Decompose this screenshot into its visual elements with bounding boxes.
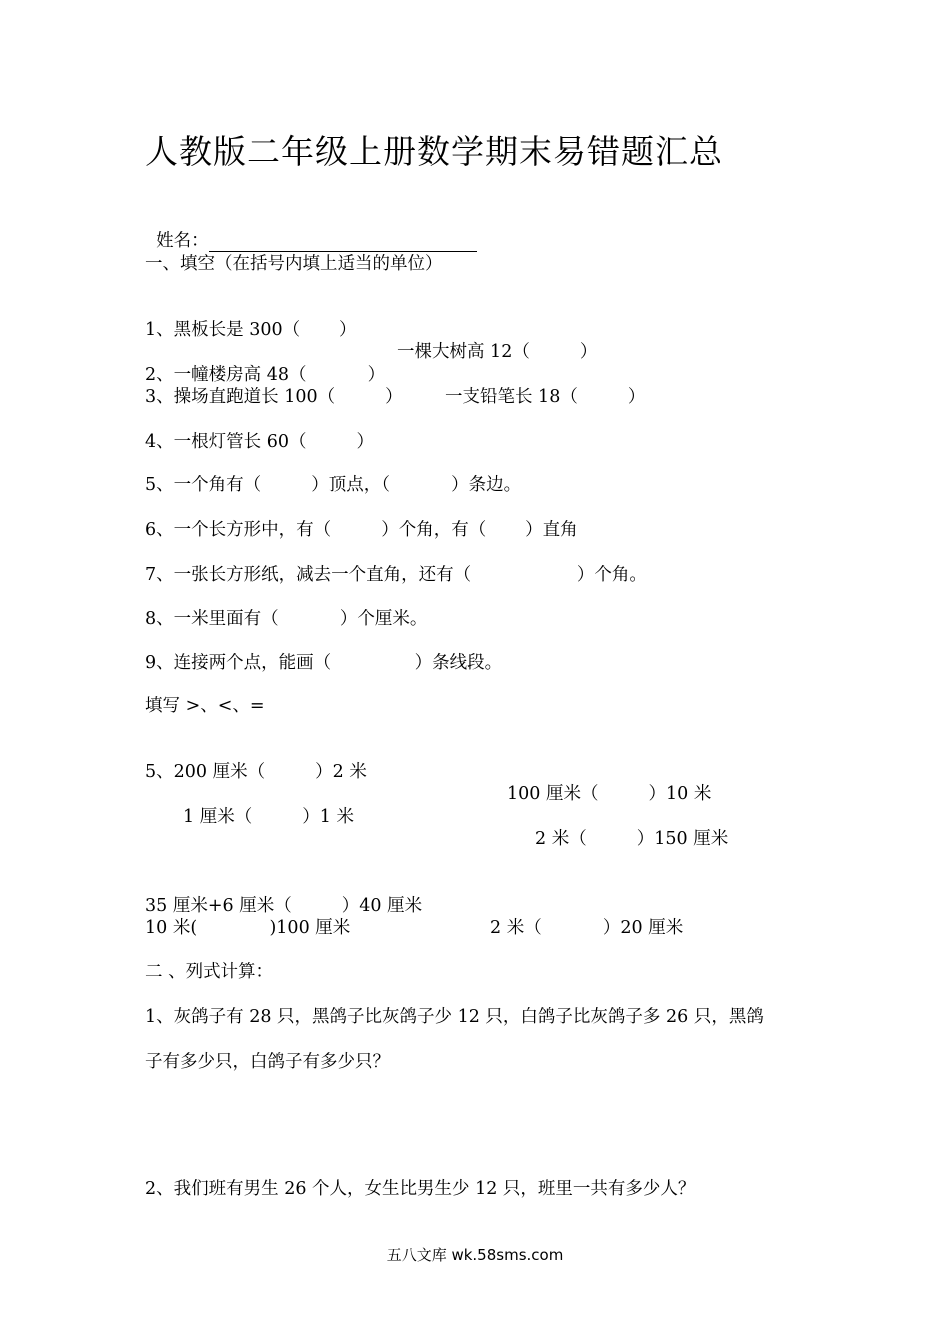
compare-row-4: 10 米( )100 厘米 xyxy=(145,918,351,938)
compare-row-1-a: 5、200 厘米（ ）2 米 xyxy=(145,762,367,782)
fill-item-5: 5、一个角有（ ）顶点，（ ）条边。 xyxy=(145,475,522,495)
compare-row-2-b: 2 米（ ）150 厘米 xyxy=(535,829,729,849)
compare-row-1-b: 100 厘米（ ）10 米 xyxy=(507,784,712,804)
compare-row-2-a: 1 厘米（ ）1 米 xyxy=(183,807,354,827)
fill-item-4: 4、一根灯管长 60（ ） xyxy=(145,432,375,452)
fill-item-1-a: 1、黑板长是 300（ ） xyxy=(145,320,357,340)
fill-item-8: 8、一米里面有（ ）个厘米。 xyxy=(145,609,428,629)
compare-row-3-a: 35 厘米+6 厘米（ ）40 厘米 xyxy=(145,896,423,916)
fill-item-1-b: 一棵大树高 12（ ） xyxy=(397,342,598,362)
compare-row-3-b: 2 米（ ）20 厘米 xyxy=(490,918,684,938)
problem-1-line-2: 子有多少只，白鸽子有多少只？ xyxy=(145,1052,390,1072)
fill-item-3: 3、操场直跑道长 100（ ） xyxy=(145,387,403,407)
fill-item-7: 7、一张长方形纸，减去一个直角，还有（ ）个角。 xyxy=(145,565,647,585)
fill-item-2-b: 一支铅笔长 18（ ） xyxy=(445,387,646,407)
footer-watermark: 五八文库 wk.58sms.com xyxy=(386,1246,564,1264)
section1-heading: 一、填空（在括号内填上适当的单位） xyxy=(145,254,443,274)
section2-heading: 二 、列式计算： xyxy=(145,962,274,982)
name-blank[interactable] xyxy=(209,233,477,252)
problem-2-line-1: 2、我们班有男生 26 个人，女生比男生少 12 只，班里一共有多少人？ xyxy=(145,1179,696,1199)
name-label: 姓名： xyxy=(156,231,209,251)
fill-item-9: 9、连接两个点，能画（ ）条线段。 xyxy=(145,653,503,673)
compare-heading: 填写 >、<、= xyxy=(145,696,265,716)
fill-item-6: 6、一个长方形中，有（ ）个角，有（ ）直角 xyxy=(145,520,578,540)
document-title: 人教版二年级上册数学期末易错题汇总 xyxy=(145,132,723,171)
name-line xyxy=(145,208,477,252)
fill-item-2-a: 2、一幢楼房高 48（ ） xyxy=(145,365,386,385)
problem-1-line-1: 1、灰鸽子有 28 只，黑鸽子比灰鸽子少 12 只，白鸽子比灰鸽子多 26 只，黑鸽 xyxy=(145,1007,764,1027)
